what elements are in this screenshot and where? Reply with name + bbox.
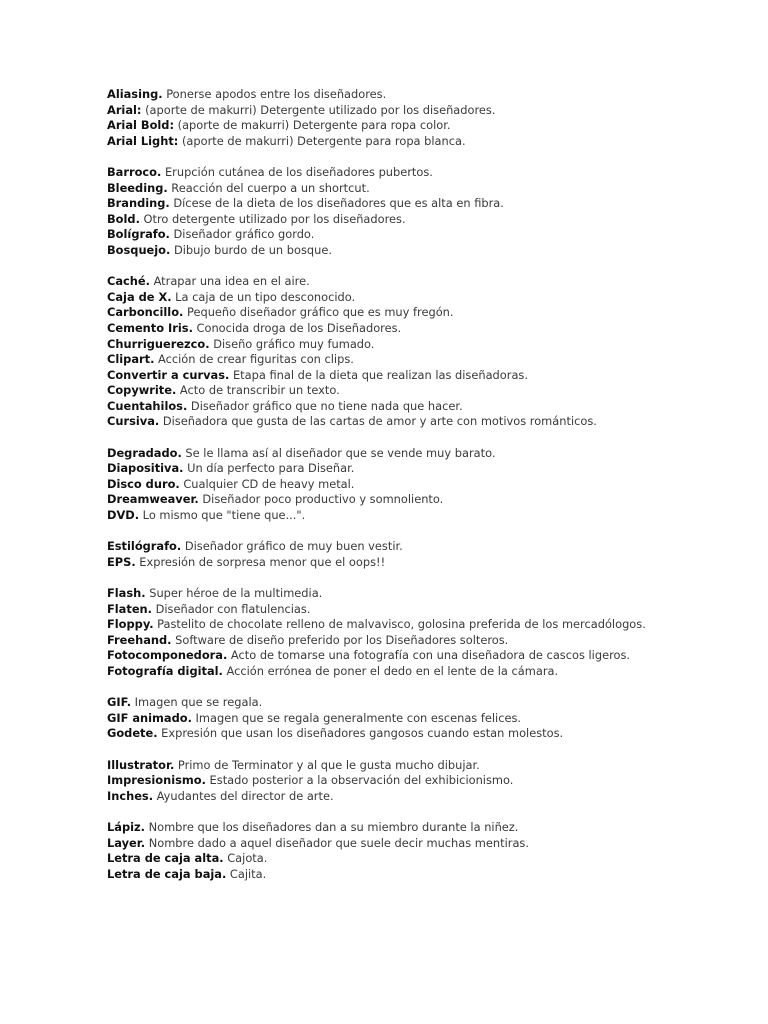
- entry-definition: (aporte de makurri) Detergente para ropa blanca.: [178, 133, 466, 148]
- entry-definition: Imagen que se regala.: [131, 695, 263, 710]
- glossary-entry: [107, 414, 747, 430]
- glossary-entry: [107, 586, 747, 602]
- glossary-entry: [107, 321, 747, 337]
- entry-term: Bosquejo.: [107, 242, 171, 257]
- entry-term: Layer.: [107, 835, 146, 850]
- entry-definition: Imagen que se regala generalmente con escenas felices.: [191, 710, 522, 725]
- entry-term: Arial Bold:: [107, 118, 175, 133]
- entry-definition: Conocida droga de los Diseñadores.: [192, 320, 402, 335]
- entry-term: Godete.: [107, 726, 158, 741]
- entry-definition: Atrapar una idea en el aire.: [149, 274, 310, 289]
- glossary-entry: [107, 539, 747, 555]
- glossary-section: [107, 820, 747, 882]
- glossary-section: [107, 586, 747, 680]
- glossary-entry: [107, 399, 747, 415]
- entry-definition: Nombre dado a aquel diseñador que suele decir muchas mentiras.: [145, 835, 529, 850]
- entry-definition: Erupción cutánea de los diseñadores pubertos.: [161, 164, 433, 179]
- entry-term: DVD.: [107, 508, 140, 523]
- entry-term: GIF animado.: [107, 710, 192, 725]
- glossary-entry: [107, 243, 747, 259]
- glossary-section: [107, 758, 747, 805]
- entry-term: Caché.: [107, 274, 150, 289]
- glossary-entry: [107, 664, 747, 680]
- glossary-section: [107, 165, 747, 259]
- glossary-entry: [107, 820, 747, 836]
- entry-definition: (aporte de makurri) Detergente utilizado por los diseñadores.: [141, 102, 496, 117]
- entry-term: Copywrite.: [107, 383, 177, 398]
- entry-definition: Diseñador poco productivo y somnoliento.: [198, 492, 444, 507]
- entry-term: Flaten.: [107, 601, 152, 616]
- glossary-entry: [107, 461, 747, 477]
- entry-definition: Cualquier CD de heavy metal.: [179, 476, 355, 491]
- entry-definition: Expresión que usan los diseñadores gangosos cuando estan molestos.: [157, 726, 564, 741]
- glossary-entry: [107, 352, 747, 368]
- entry-definition: Expresión de sorpresa menor que el oops!!: [135, 554, 386, 569]
- entry-term: GIF.: [107, 695, 132, 710]
- entry-term: Letra de caja baja.: [107, 866, 227, 881]
- glossary-section: [107, 539, 747, 570]
- entry-term: Branding.: [107, 196, 170, 211]
- entry-definition: Super héroe de la multimedia.: [145, 586, 323, 600]
- entry-term: Carboncillo.: [107, 305, 184, 320]
- entry-term: Inches.: [107, 788, 154, 803]
- entry-definition: Acción errónea de poner el dedo en el lente de la cámara.: [222, 663, 559, 678]
- entry-term: Arial Light:: [107, 133, 179, 148]
- glossary-entry: [107, 274, 747, 290]
- entry-definition: Ayudantes del director de arte.: [153, 788, 334, 803]
- glossary-entry: [107, 165, 747, 181]
- glossary-entry: [107, 477, 747, 493]
- entry-term: Lápiz.: [107, 819, 145, 834]
- entry-definition: Diseño gráfico muy fumado.: [209, 336, 375, 351]
- glossary-section: [107, 87, 747, 149]
- entry-definition: Diseñador gráfico de muy buen vestir.: [181, 539, 403, 554]
- entry-definition: Diseñador con flatulencias.: [151, 601, 311, 616]
- entry-definition: Acción de crear figuritas con clips.: [154, 352, 354, 367]
- glossary-section: [107, 274, 747, 430]
- glossary-section: [107, 446, 747, 524]
- glossary-entry: [107, 118, 747, 134]
- glossary-entry: [107, 555, 747, 571]
- entry-term: Convertir a curvas.: [107, 367, 230, 382]
- entry-definition: Cajota.: [223, 851, 268, 866]
- glossary-entry: [107, 711, 747, 727]
- entry-term: Bleeding.: [107, 180, 168, 195]
- glossary-entry: [107, 648, 747, 664]
- glossary-entry: [107, 726, 747, 742]
- glossary-entry: [107, 305, 747, 321]
- entry-term: Letra de caja alta.: [107, 851, 224, 866]
- entry-definition: Ponerse apodos entre los diseñadores.: [162, 87, 387, 101]
- glossary-entry: [107, 134, 747, 150]
- glossary-entry: [107, 695, 747, 711]
- entry-definition: Diseñadora que gusta de las cartas de amor y arte con motivos románticos.: [159, 414, 597, 429]
- entry-definition: Lo mismo que "tiene que...".: [139, 508, 306, 523]
- glossary-entry: [107, 758, 747, 774]
- entry-term: Barroco.: [107, 164, 162, 179]
- glossary-entry: [107, 851, 747, 867]
- glossary-entry: [107, 773, 747, 789]
- entry-term: Cuentahilos.: [107, 398, 188, 413]
- entry-definition: Diseñador gráfico gordo.: [169, 227, 315, 242]
- entry-definition: Diseñador gráfico que no tiene nada que hacer.: [187, 398, 463, 413]
- glossary-entry: [107, 290, 747, 306]
- entry-definition: Dícese de la dieta de los diseñadores que es alta en fibra.: [169, 196, 504, 211]
- entry-definition: Primo de Terminator y al que le gusta mucho dibujar.: [174, 757, 480, 772]
- glossary-entry: [107, 196, 747, 212]
- entry-term: Cursiva.: [107, 414, 160, 429]
- entry-term: Fotografía digital.: [107, 663, 223, 678]
- entry-term: EPS.: [107, 554, 136, 569]
- entry-term: Degradado.: [107, 445, 182, 460]
- glossary-section: [107, 695, 747, 742]
- entry-term: Churriguerezco.: [107, 336, 210, 351]
- glossary-entry: [107, 368, 747, 384]
- entry-definition: Pequeño diseñador gráfico que es muy fregón.: [183, 305, 454, 320]
- entry-term: Diapositiva.: [107, 461, 184, 476]
- glossary-entry: [107, 212, 747, 228]
- entry-term: Clipart.: [107, 352, 155, 367]
- entry-term: Arial:: [107, 102, 142, 117]
- glossary-entry: [107, 227, 747, 243]
- entry-term: Flash.: [107, 586, 146, 600]
- glossary-entry: [107, 867, 747, 883]
- entry-definition: Estado posterior a la observación del exhibicionismo.: [205, 773, 514, 788]
- entry-term: Estilógrafo.: [107, 539, 182, 554]
- entry-term: Bolígrafo.: [107, 227, 170, 242]
- entry-definition: Pastelito de chocolate relleno de malvavisco, golosina preferida de los mercadólogos.: [153, 617, 646, 632]
- entry-definition: Acto de transcribir un texto.: [176, 383, 340, 398]
- glossary-entry: [107, 789, 747, 805]
- glossary-entry: [107, 602, 747, 618]
- glossary-entry: [107, 87, 747, 103]
- glossary-entry: [107, 617, 747, 633]
- entry-definition: Un día perfecto para Diseñar.: [183, 461, 355, 476]
- entry-term: Disco duro.: [107, 476, 180, 491]
- glossary-entry: [107, 836, 747, 852]
- glossary-entry: [107, 181, 747, 197]
- entry-definition: Acto de tomarse una fotografía con una diseñadora de cascos ligeros.: [227, 648, 631, 663]
- entry-definition: Software de diseño preferido por los Diseñadores solteros.: [171, 632, 509, 647]
- entry-term: Bold.: [107, 211, 140, 226]
- glossary-entry: [107, 508, 747, 524]
- entry-term: Floppy.: [107, 617, 154, 632]
- entry-term: Aliasing.: [107, 87, 163, 101]
- entry-term: Caja de X.: [107, 289, 172, 304]
- entry-term: Freehand.: [107, 632, 172, 647]
- entry-definition: Reacción del cuerpo a un shortcut.: [167, 180, 370, 195]
- entry-definition: Se le llama así al diseñador que se vende muy barato.: [181, 445, 496, 460]
- glossary-entry: [107, 446, 747, 462]
- entry-definition: Dibujo burdo de un bosque.: [170, 242, 332, 257]
- entry-definition: (aporte de makurri) Detergente para ropa color.: [174, 118, 451, 133]
- glossary-page: [107, 87, 747, 898]
- entry-definition: La caja de un tipo desconocido.: [171, 289, 356, 304]
- glossary-entry: [107, 492, 747, 508]
- glossary-entry: [107, 633, 747, 649]
- entry-term: Cemento Iris.: [107, 320, 193, 335]
- entry-term: Illustrator.: [107, 757, 175, 772]
- entry-term: Impresionismo.: [107, 773, 206, 788]
- glossary-entry: [107, 103, 747, 119]
- entry-definition: Nombre que los diseñadores dan a su miembro durante la niñez.: [144, 819, 519, 834]
- entry-definition: Etapa final de la dieta que realizan las diseñadoras.: [229, 367, 528, 382]
- entry-term: Dreamweaver.: [107, 492, 199, 507]
- entry-definition: Otro detergente utilizado por los diseñadores.: [139, 211, 406, 226]
- glossary-entry: [107, 383, 747, 399]
- entry-term: Fotocomponedora.: [107, 648, 228, 663]
- entry-definition: Cajita.: [226, 866, 267, 881]
- glossary-entry: [107, 337, 747, 353]
